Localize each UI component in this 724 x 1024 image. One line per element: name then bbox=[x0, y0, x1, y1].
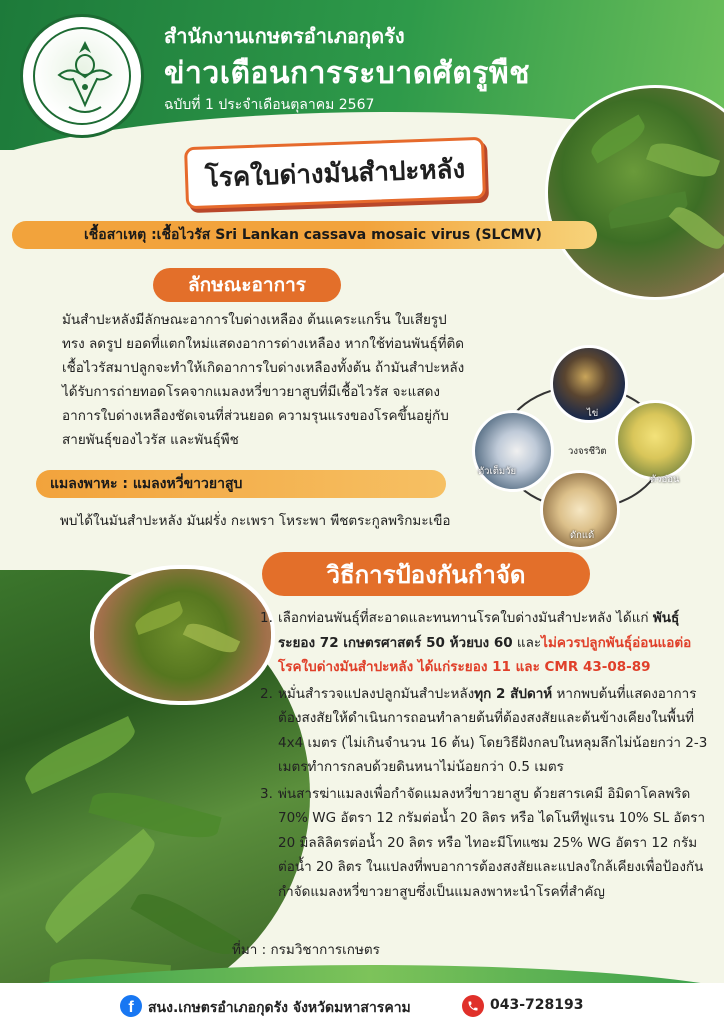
control-step-1 bbox=[260, 606, 710, 680]
step3-text: พ่นสารฆ่าแมลงเพื่อกำจัดแมลงหวี่ขาวยาสูบ ด้วยสารเคมี อิมิดาโคลพริด 70% WG อัตรา 12 กรัมต่อน้ำ 20 ลิตร หรือ ไดโนทีฟูแรน 10% SL อัตรา 20 มิลลิลิตรต่อน้ำ 20 ลิตร หรือ ไทอะมีโทแซม 25% WG อัตรา 12 กรัมต่อน้ำ 20 ลิตร ในแปลงที่พบอาการต้องสงสัยและแปลงใกล้เคียงเพื่อป้องกันกำจัดแมลงหวี่ขาวยาสูบซึ่งเป็นแมลงพาหะนำโรคที่สำคัญ bbox=[278, 785, 706, 900]
phone-icon[interactable] bbox=[462, 995, 484, 1017]
control-heading: วิธีการป้องกันกำจัด bbox=[262, 552, 590, 596]
infected-leaf-photo bbox=[90, 565, 275, 705]
garuda-emblem-icon bbox=[45, 35, 125, 121]
phone-number[interactable]: 043-728193 bbox=[490, 997, 584, 1013]
source-credit: ที่มา : กรมวิชาการเกษตร bbox=[232, 942, 380, 958]
step1-connector: และ bbox=[512, 634, 542, 651]
step1-warning: ไม่ควรปลูกพันธุ์อ่อนแอต่อโรคใบด่างมันสำปะหลัง ได้แก่ระยอง 11 และ CMR 43-08-89 bbox=[278, 634, 692, 675]
symptoms-heading: ลักษณะอาการ bbox=[153, 268, 341, 302]
step2-text: หมั่นสำรวจแปลงปลูกมันสำปะหลัง bbox=[278, 685, 475, 702]
host-plants-text: พบได้ในมันสำปะหลัง มันฝรั่ง กะเพรา โหระพา พืชตระกูลพริกมะเขือ bbox=[60, 513, 451, 529]
lifecycle-nymph-label: ตัวอ่อน bbox=[650, 474, 680, 485]
lifecycle-title: วงจรชีวิต bbox=[568, 446, 607, 457]
step2-frequency: ทุก 2 สัปดาห์ bbox=[474, 685, 553, 702]
step-number: 2. bbox=[260, 685, 273, 702]
disease-title: โรคใบด่างมันสำปะหลัง bbox=[204, 153, 466, 194]
symptoms-body: มันสำปะหลังมีลักษณะอาการใบด่างเหลือง ต้นแคระแกร็น ใบเสียรูปทรง ลดรูป ยอดที่แตกใหม่แสดงอาการด่างเหลือง หากใช้ท่อนพันธุ์ที่ติดเชื้อไวรัสมาปลูกจะทำให้เกิดอาการใบด่างเหลืองทั้งต้น ถ้ามันสำปะหลังได้รับการถ่ายทอดโรคจากแมลงหวี่ขาวยาสูบที่มีเชื้อไวรัส จะแสดงอาการใบด่างเหลืองชัดเจนที่ส่วนยอด ความรุนแรงของโรคขึ้นอยู่กับสายพันธุ์ของไวรัส และพันธุ์พืช bbox=[62, 312, 465, 448]
organization-name: สำนักงานเกษตรอำเภอกุดรัง bbox=[164, 24, 405, 48]
lifecycle-egg-label: ไข่ bbox=[587, 408, 599, 419]
vector-bar: แมลงพาหะ : แมลงหวี่ขาวยาสูบ bbox=[36, 470, 446, 498]
nymph-photo bbox=[615, 400, 695, 480]
facebook-page-link[interactable]: สนง.เกษตรอำเภอกุดรัง จังหวัดมหาสารคาม bbox=[148, 1000, 411, 1016]
lifecycle-adult-label: ตัวเต็มวัย bbox=[478, 466, 517, 477]
control-step-3 bbox=[260, 782, 710, 905]
issue-number: ฉบับที่ 1 ประจำเดือนตุลาคม 2567 bbox=[164, 97, 375, 113]
adult-whitefly-photo bbox=[472, 410, 554, 492]
lifecycle-pupa-label: ดักแด้ bbox=[570, 530, 595, 541]
disease-title-box bbox=[184, 137, 486, 209]
bulletin-title: ข่าวเตือนการระบาดศัตรูพืช bbox=[164, 56, 530, 91]
facebook-icon[interactable]: f bbox=[120, 995, 142, 1017]
step1-text: เลือกท่อนพันธุ์ที่สะอาดและทนทานโรคใบด่างมันสำปะหลัง ได้แก่ bbox=[278, 610, 653, 626]
footer bbox=[0, 965, 724, 1024]
control-step-2 bbox=[260, 682, 710, 780]
control-steps-list bbox=[260, 606, 710, 906]
step2-detail: หากพบต้นที่แสดงอาการต้องสงสัยให้ดำเนินการถอนทำลายต้นที่ต้องสงสัยและต้นข้างเคียงในพื้นที่ 4x4 เมตร (ไม่เกินจำนวน 16 ต้น) โดยวิธีฝังกลบในหลุมลึกไม่น้อยกว่า 2-3 เมตรทำการกลบด้วยดินหนาไม่น้อยกว่า 0.5 เมตร bbox=[278, 685, 708, 775]
step-number: 1. bbox=[260, 610, 273, 626]
step1-resistant-varieties: พันธุ์ระยอง 72 เกษตรศาสตร์ 50 ห้วยบง 60 bbox=[278, 610, 680, 651]
cause-bar: เชื้อสาเหตุ :เชื้อไวรัส Sri Lankan cassava mosaic virus (SLCMV) bbox=[12, 221, 597, 249]
department-seal-logo bbox=[20, 14, 144, 138]
step-number: 3. bbox=[260, 785, 273, 802]
